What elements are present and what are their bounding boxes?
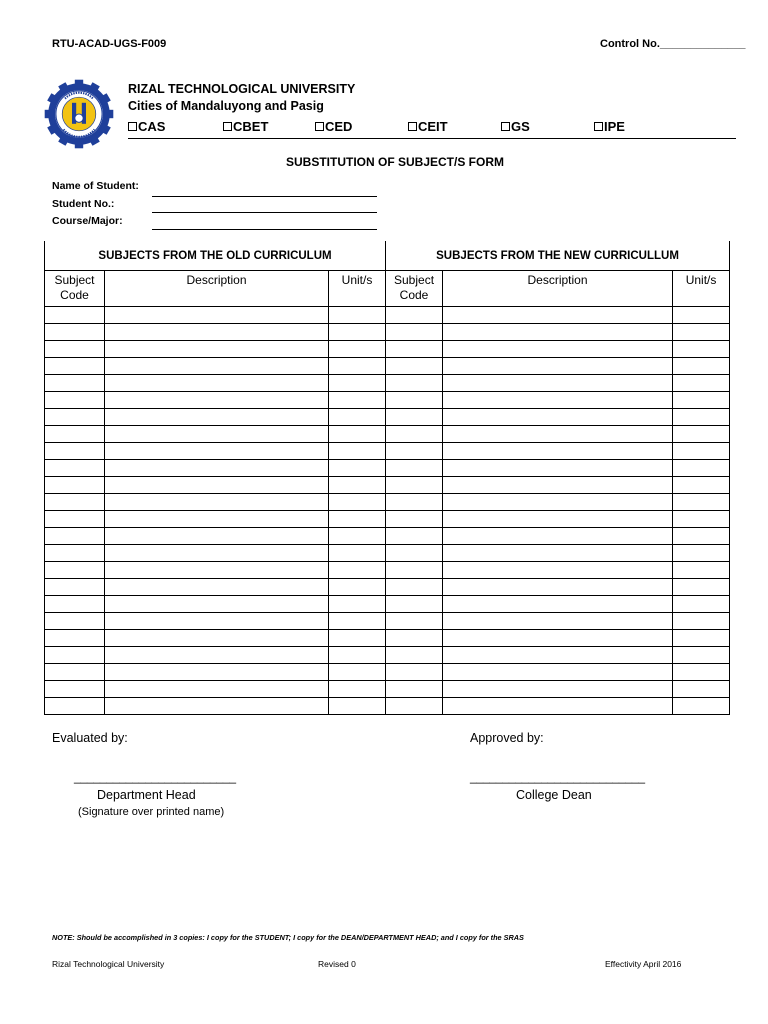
new-description-cell[interactable] — [443, 392, 673, 409]
new-subject-code-cell[interactable] — [386, 324, 443, 341]
table-row — [45, 698, 730, 715]
old-units-cell[interactable] — [329, 409, 386, 426]
table-row — [45, 630, 730, 647]
old-description-cell[interactable] — [105, 681, 329, 698]
new-description-cell[interactable] — [443, 409, 673, 426]
old-units-cell[interactable] — [329, 426, 386, 443]
subjects-table-body — [45, 307, 730, 715]
new-description-cell[interactable] — [443, 477, 673, 494]
table-row — [45, 681, 730, 698]
footer-university: Rizal Technological University — [52, 959, 165, 969]
new-description-cell[interactable] — [443, 613, 673, 630]
checkbox-icon[interactable] — [128, 122, 137, 131]
new-units-cell[interactable] — [673, 647, 730, 664]
new-subject-code-cell[interactable] — [386, 528, 443, 545]
new-subject-code-cell[interactable] — [386, 358, 443, 375]
new-subject-code-cell[interactable] — [386, 307, 443, 324]
new-description-cell[interactable] — [443, 562, 673, 579]
old-subject-code-cell[interactable] — [45, 307, 105, 324]
units-header: Unit/s — [329, 271, 386, 307]
new-description-cell[interactable] — [443, 324, 673, 341]
university-seal — [44, 79, 114, 149]
old-units-cell[interactable] — [329, 392, 386, 409]
old-description-cell[interactable] — [105, 426, 329, 443]
new-units-cell[interactable] — [673, 307, 730, 324]
university-name: RIZAL TECHNOLOGICAL UNIVERSITY — [128, 82, 356, 96]
new-units-cell[interactable] — [673, 562, 730, 579]
old-units-cell[interactable] — [329, 562, 386, 579]
new-description-cell[interactable] — [443, 375, 673, 392]
college-label: CBET — [233, 119, 269, 134]
new-description-cell[interactable] — [443, 579, 673, 596]
student-no-field[interactable] — [152, 212, 377, 213]
table-row — [45, 375, 730, 392]
old-units-cell[interactable] — [329, 443, 386, 460]
new-subject-code-cell[interactable] — [386, 375, 443, 392]
table-row — [45, 596, 730, 613]
new-units-cell[interactable] — [673, 392, 730, 409]
new-subject-code-cell[interactable] — [386, 511, 443, 528]
table-row — [45, 324, 730, 341]
footer-effectivity: Effectivity April 2016 — [605, 959, 682, 969]
old-subject-code-cell[interactable] — [45, 613, 105, 630]
old-description-cell[interactable] — [105, 341, 329, 358]
new-units-cell[interactable] — [673, 613, 730, 630]
new-description-cell[interactable] — [443, 647, 673, 664]
new-subject-code-cell[interactable] — [386, 426, 443, 443]
new-subject-code-cell[interactable] — [386, 341, 443, 358]
new-units-cell[interactable] — [673, 477, 730, 494]
new-units-cell[interactable] — [673, 698, 730, 715]
new-units-cell[interactable] — [673, 460, 730, 477]
old-units-cell[interactable] — [329, 681, 386, 698]
new-units-cell[interactable] — [673, 579, 730, 596]
new-description-cell[interactable] — [443, 528, 673, 545]
old-curriculum-header: SUBJECTS FROM THE OLD CURRICULUM — [45, 241, 386, 271]
old-units-cell[interactable] — [329, 613, 386, 630]
old-subject-code-cell[interactable] — [45, 324, 105, 341]
old-subject-code-cell[interactable] — [45, 579, 105, 596]
old-subject-code-cell[interactable] — [45, 647, 105, 664]
college-label: CED — [325, 119, 353, 134]
name-of-student-label: Name of Student: — [52, 180, 139, 192]
old-units-cell[interactable] — [329, 341, 386, 358]
old-units-cell[interactable] — [329, 664, 386, 681]
new-subject-code-cell[interactable] — [386, 443, 443, 460]
old-subject-code-cell[interactable] — [45, 341, 105, 358]
college-label: CEIT — [418, 119, 448, 134]
new-description-cell[interactable] — [443, 664, 673, 681]
new-subject-code-cell[interactable] — [386, 664, 443, 681]
new-units-cell[interactable] — [673, 375, 730, 392]
footer-revision: Revised 0 — [318, 959, 356, 969]
table-row — [45, 392, 730, 409]
old-units-cell[interactable] — [329, 528, 386, 545]
new-description-cell[interactable] — [443, 307, 673, 324]
new-subject-code-cell[interactable] — [386, 392, 443, 409]
old-units-cell[interactable] — [329, 307, 386, 324]
course-major-field[interactable] — [152, 229, 377, 230]
old-subject-code-cell[interactable] — [45, 528, 105, 545]
old-description-cell[interactable] — [105, 528, 329, 545]
old-subject-code-cell[interactable] — [45, 392, 105, 409]
table-row — [45, 358, 730, 375]
college-option-cas[interactable] — [128, 119, 165, 134]
table-row — [45, 426, 730, 443]
table-row — [45, 528, 730, 545]
new-subject-code-cell[interactable] — [386, 562, 443, 579]
table-row — [45, 647, 730, 664]
units-header: Unit/s — [673, 271, 730, 307]
old-description-cell[interactable] — [105, 307, 329, 324]
old-description-cell[interactable] — [105, 494, 329, 511]
old-description-cell[interactable] — [105, 545, 329, 562]
subject-code-header: Subject Code — [45, 271, 105, 307]
checkbox-icon[interactable] — [315, 122, 324, 131]
old-description-cell[interactable] — [105, 664, 329, 681]
college-dean-label: College Dean — [516, 788, 592, 802]
new-subject-code-cell[interactable] — [386, 681, 443, 698]
new-subject-code-cell[interactable] — [386, 409, 443, 426]
table-row — [45, 460, 730, 477]
checkbox-icon[interactable] — [223, 122, 232, 131]
new-units-cell[interactable] — [673, 358, 730, 375]
old-description-cell[interactable] — [105, 409, 329, 426]
old-units-cell[interactable] — [329, 545, 386, 562]
college-option-ceit[interactable] — [408, 119, 448, 134]
subjects-table — [44, 241, 730, 715]
copies-note: NOTE: Should be accomplished in 3 copies: I copy for the STUDENT; I copy for the DEAN/DEPARTMENT HEAD; and I copy for the SRAS — [52, 933, 524, 942]
new-description-cell[interactable] — [443, 596, 673, 613]
old-units-cell[interactable] — [329, 647, 386, 664]
old-subject-code-cell[interactable] — [45, 681, 105, 698]
description-header: Description — [105, 271, 329, 307]
new-subject-code-cell[interactable] — [386, 579, 443, 596]
new-subject-code-cell[interactable] — [386, 494, 443, 511]
old-subject-code-cell[interactable] — [45, 596, 105, 613]
table-row — [45, 341, 730, 358]
new-subject-code-cell[interactable] — [386, 477, 443, 494]
old-units-cell[interactable] — [329, 324, 386, 341]
old-description-cell[interactable] — [105, 698, 329, 715]
signature-note: (Signature over printed name) — [78, 806, 225, 818]
old-subject-code-cell[interactable] — [45, 426, 105, 443]
old-description-cell[interactable] — [105, 358, 329, 375]
new-units-cell[interactable] — [673, 443, 730, 460]
old-units-cell[interactable] — [329, 596, 386, 613]
old-units-cell[interactable] — [329, 511, 386, 528]
old-description-cell[interactable] — [105, 460, 329, 477]
new-description-cell[interactable] — [443, 511, 673, 528]
new-subject-code-cell[interactable] — [386, 630, 443, 647]
old-units-cell[interactable] — [329, 375, 386, 392]
new-description-cell[interactable] — [443, 341, 673, 358]
university-cities: Cities of Mandaluyong and Pasig — [128, 99, 324, 113]
table-row — [45, 477, 730, 494]
old-subject-code-cell[interactable] — [45, 409, 105, 426]
new-units-cell[interactable] — [673, 494, 730, 511]
new-units-cell[interactable] — [673, 511, 730, 528]
old-subject-code-cell[interactable] — [45, 664, 105, 681]
new-description-cell[interactable] — [443, 426, 673, 443]
college-option-cbet[interactable] — [223, 119, 268, 134]
new-subject-code-cell[interactable] — [386, 545, 443, 562]
new-subject-code-cell[interactable] — [386, 596, 443, 613]
new-units-cell[interactable] — [673, 409, 730, 426]
old-subject-code-cell[interactable] — [45, 358, 105, 375]
old-description-cell[interactable] — [105, 562, 329, 579]
college-option-ced[interactable] — [315, 119, 352, 134]
old-subject-code-cell[interactable] — [45, 375, 105, 392]
old-description-cell[interactable] — [105, 579, 329, 596]
old-description-cell[interactable] — [105, 647, 329, 664]
checkbox-icon[interactable] — [408, 122, 417, 131]
new-subject-code-cell[interactable] — [386, 613, 443, 630]
approved-signature-line[interactable]: ___________________________ — [470, 770, 645, 784]
new-subject-code-cell[interactable] — [386, 698, 443, 715]
table-row — [45, 511, 730, 528]
form-code: RTU-ACAD-UGS-F009 — [52, 38, 167, 50]
old-subject-code-cell[interactable] — [45, 477, 105, 494]
new-units-cell[interactable] — [673, 324, 730, 341]
table-row — [45, 613, 730, 630]
table-row — [45, 443, 730, 460]
description-header: Description — [443, 271, 673, 307]
new-description-cell[interactable] — [443, 358, 673, 375]
subject-code-header: Subject Code — [386, 271, 443, 307]
new-units-cell[interactable] — [673, 341, 730, 358]
new-description-cell[interactable] — [443, 698, 673, 715]
old-units-cell[interactable] — [329, 358, 386, 375]
new-subject-code-cell[interactable] — [386, 647, 443, 664]
new-description-cell[interactable] — [443, 460, 673, 477]
new-curriculum-header: SUBJECTS FROM THE NEW CURRICULLUM — [386, 241, 730, 271]
old-units-cell[interactable] — [329, 460, 386, 477]
college-label: IPE — [604, 119, 625, 134]
approved-by-label: Approved by: — [470, 731, 544, 745]
department-head-label: Department Head — [97, 788, 196, 802]
control-number — [600, 38, 746, 50]
checkbox-icon[interactable] — [594, 122, 603, 131]
table-row — [45, 307, 730, 324]
old-description-cell[interactable] — [105, 511, 329, 528]
new-description-cell[interactable] — [443, 443, 673, 460]
evaluated-signature-line[interactable]: _________________________ — [74, 770, 236, 784]
old-description-cell[interactable] — [105, 443, 329, 460]
table-row — [45, 579, 730, 596]
student-no-label: Student No.: — [52, 198, 115, 210]
old-subject-code-cell[interactable] — [45, 562, 105, 579]
new-description-cell[interactable] — [443, 494, 673, 511]
evaluated-by-label: Evaluated by: — [52, 731, 128, 745]
college-option-ipe[interactable] — [594, 119, 625, 134]
old-subject-code-cell[interactable] — [45, 630, 105, 647]
college-label: GS — [511, 119, 530, 134]
old-units-cell[interactable] — [329, 477, 386, 494]
new-description-cell[interactable] — [443, 545, 673, 562]
table-row — [45, 409, 730, 426]
checkbox-icon[interactable] — [501, 122, 510, 131]
old-subject-code-cell[interactable] — [45, 494, 105, 511]
new-units-cell[interactable] — [673, 630, 730, 647]
table-row — [45, 494, 730, 511]
table-row — [45, 562, 730, 579]
old-units-cell[interactable] — [329, 630, 386, 647]
new-units-cell[interactable] — [673, 426, 730, 443]
old-units-cell[interactable] — [329, 579, 386, 596]
course-major-label: Course/Major: — [52, 215, 123, 227]
new-subject-code-cell[interactable] — [386, 460, 443, 477]
new-units-cell[interactable] — [673, 664, 730, 681]
old-description-cell[interactable] — [105, 613, 329, 630]
college-label: CAS — [138, 119, 166, 134]
name-of-student-field[interactable] — [152, 196, 377, 197]
new-units-cell[interactable] — [673, 681, 730, 698]
old-subject-code-cell[interactable] — [45, 545, 105, 562]
old-description-cell[interactable] — [105, 477, 329, 494]
college-option-gs[interactable] — [501, 119, 530, 134]
header-divider — [128, 138, 736, 139]
old-description-cell[interactable] — [105, 596, 329, 613]
form-title: SUBSTITUTION OF SUBJECT/S FORM — [285, 155, 504, 169]
old-description-cell[interactable] — [105, 324, 329, 341]
old-description-cell[interactable] — [105, 392, 329, 409]
new-units-cell[interactable] — [673, 596, 730, 613]
old-subject-code-cell[interactable] — [45, 443, 105, 460]
control-label: Control No. — [600, 38, 660, 50]
old-description-cell[interactable] — [105, 375, 329, 392]
old-subject-code-cell[interactable] — [45, 698, 105, 715]
control-blank: ______________ — [659, 38, 746, 50]
new-units-cell[interactable] — [673, 545, 730, 562]
old-subject-code-cell[interactable] — [45, 511, 105, 528]
table-row — [45, 545, 730, 562]
old-subject-code-cell[interactable] — [45, 460, 105, 477]
old-units-cell[interactable] — [329, 494, 386, 511]
new-description-cell[interactable] — [443, 681, 673, 698]
table-row — [45, 664, 730, 681]
old-units-cell[interactable] — [329, 698, 386, 715]
old-description-cell[interactable] — [105, 630, 329, 647]
new-description-cell[interactable] — [443, 630, 673, 647]
new-units-cell[interactable] — [673, 528, 730, 545]
